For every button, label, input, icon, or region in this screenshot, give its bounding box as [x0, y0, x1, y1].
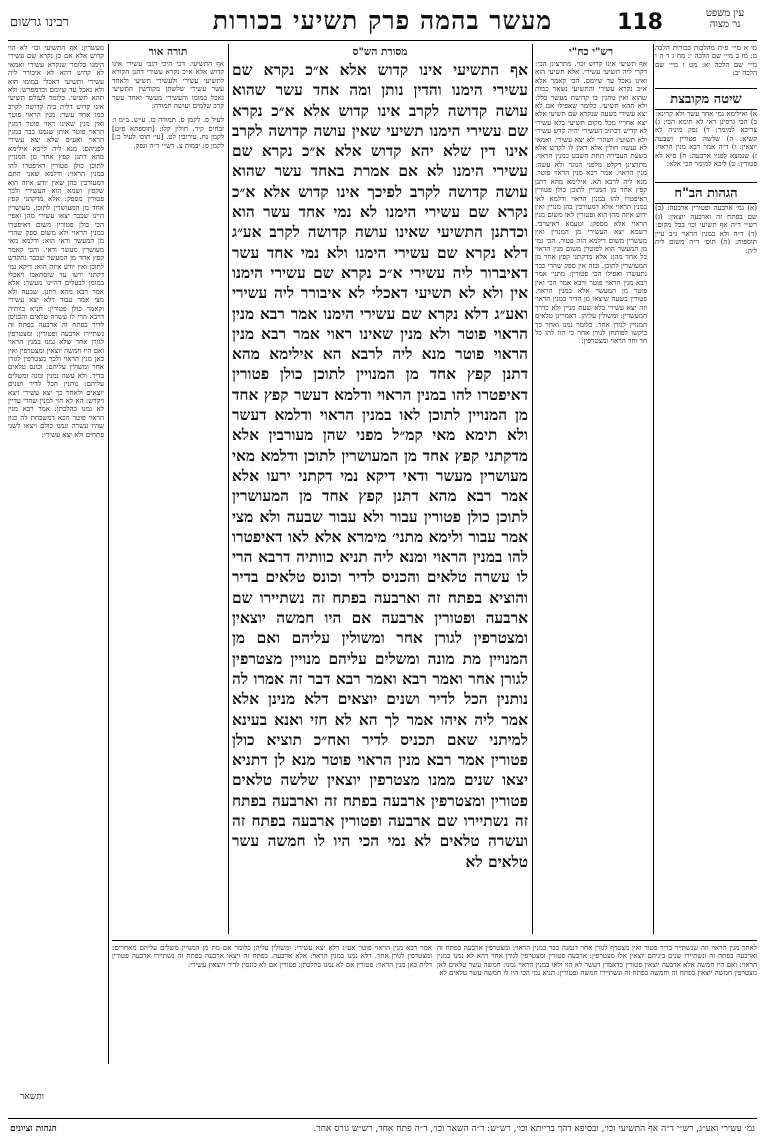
masoret-heading: מסורת הש"ס	[352, 46, 408, 58]
rabbeinu-gershom-text: מעשרין: אף התשיעי וכו׳ לא הוי קדוש אלא אם כן נקרא שם עשירי הימנו כלומר שנקרא עשירי ואמאי לא קדוש דהא לא איבורר ליה עשירי ותשיעי דאכלי במומו הוא ולא נאכל עד שיומם וכדמפרש: ולא תהא תשיעי. כלומר לעולם תשיעי אינו קדוש דלית ביה קדושה לקרב כמו אחד עשר: מנין הראוי פוטר ואין מנין שאינו ראוי פוטר דמנין הראוי פוטר אותן שנמנו כבר במנין הראוי ואע״פ שלא יצא עשירי לפניהם: מנא ליה לרבא אילימא מהא דתנן קפץ אחד מן המנויין לתוכן כולן פטורין דאיפטרו להו במנין הראוי: ודלמא שאני התם דמעורבין בהן שאין יודע איזה הוא שקפץ ושמא הוא העשירי ולכך פטורין מספק: אלא מדקתני קפץ אחד מן המעושרין לתוכן. מעושרין היינו שכבר יצאו עשירי מהן ואפי׳ הכי כולן פטורין משום דאיפטרו במנין הראוי ולא משום ספק שהרי מן המעשר ודאי הוא: ודלמא מאי מעושרין מעשר ודאי. והכי קאמר קפץ אחד מן המעשר שכבר נתקדש לתוכן ואין יודע איזה הוא: דיקא נמי דקתני ירעו עד שיסתאבו ויאכלו במומן לבעלים דהיינו מעשר: אלא אמר רבא מהא דתנן. שבעה ולא מצי אמר עבור דלא יצא עשירי וקאמר כולן פטורין: תניא כוותיה דרבא הרי לו עשרה טלאים והכניסן לדיר בפתח זה ארבעה בפתח זה נשתיירו ארבעה ופטורין: ומצטרפין לגורן אחר שלא נמנו במנין הראוי ואם היו חמשה יוצאין ומצטרפין ואין כאן מנין הראוי ולכך מצטרפין לגורן אחר ומשולין עליהם: וכונס טלאים בדיר. ולא עשה נמנין ומנה ומשלים עליהם: נותנין הכל לדיר ושנים יוצאים ולאחר כך יצא עשירי ויצא ויקדש: הא לא חזי למנין שהרי עדיין לא נמנו כהלכתן: אמר רבא מנין הראוי פוטר הכא דמשכחת לה כגון שהיו עשרה ונמנו כולם ויצאו לשני פתחים ולא יצא עשירי:	[8, 44, 104, 439]
gemara-column	[232, 44, 528, 934]
ein-mishpat-header: עין משפט נר מצוה	[705, 8, 745, 30]
divider-rashi	[532, 44, 533, 934]
rashi-text: אף תשיעי אינו קדוש וכו׳. מתרצינן הכי: דקרי ליה תשיעי עשירי. אלא תשיעי הוא ואינו נאכל עד שיומם. הכי קאמר אלא א״כ נקרא עשירי והתשיעי נשאר כמות שהוא ואין נוהגין בו קדושת מעשר כלל: ולא תהא תשיעי. כלומר שאפילו אם לא יצא עשירי בשעה שנקרא שם תשיעי אלא יצא אחריו מכל מקום תשיעי בלא עשירי לא קדיש דכתיב העשירי יהיה קדש עשירי ולא תשיעי: ושהרי לא יצא עשירי. ואמאי לא נעשה חולין אלא דאין לו לקדש אלא בשעת העבירה תחת השבט כמנין הראוי. מתרצינן דקלט מלפני הנוגר ולא עשה: מנין הראוי. אמר רבא מנין הראוי פוטר. מנא ליה לרבא הא. אילימא מהא דתנן קפץ אחד מן המנויין לתוכן כולן פטורין דאיפטרו להו במנין הראוי ודלמא לאו במנין הראוי אלא דמעורבין בהן מנויין ואין ידוע איזה מהן הוא ופטורין לאו משום מנין הראוי אלא מספק: וטעמא דאיערבי. דשמא יצא העשירי מן המנויין ואין מעשרין משום דילמא הוה פטור. הכי נמי מן המעשר הוא לפוטרן משום מנין הראוי כל אחד מהן: אלא מדקתני קפץ אחד מן המעושרין לתוכן. ובזה אין ספק שהרי כבר נתעשרו ואפילו הכי פטורין: מתני׳ אמר רבא מנין הראוי פוטר ורבא אמר הכי ואין פוטר מן המעשר אלא במנין הראוי. פטורין בשעה שיצאו מן הדיר כמנין הראוי וזה יצא עשירי בלא שעת מניין ולא כדרך המעשרין: ומשולין עליהן. דאמרינן טלאים המנויין לגורן אחר. כלומר נמנו ואחר כך ביקשו לפותחן לגורן אחר כי הוו להו כל חד וחד הראוי ומצטרפין:	[535, 60, 647, 346]
footer-notes: גמ׳ עשירי ואע״ג, רש״י ד״ה אף התשיעי וכו׳, ובסיפא דהך ברייתא וכו׳, רש״ש: ד״ה השאר וכו׳, ד״ה פתח אחד, רש״ש גורס אחר.	[313, 1124, 755, 1134]
page-number: 118	[617, 10, 663, 35]
lower-notes-left-text: אמר רבא מנין הראוי פוטר אע״ג דלא יצא עשירי: ומשולין עליהן כלומר אם מת מן המנויין משלים עליהם מאחרים: ומצטרפין לגורן אחר. דלא נמנו במנין הראוי: אלא ארבעה. בפתח זה ויצאו ארבעה בפתח זה נשתיירו ארבעה פטורין דלית כאן מנין הראוי: פטורין אם לא נמנו כהלכתן: פטורין אם לא כונסין לדיר ויוצאין עשירי:	[112, 944, 432, 969]
rabbeinu-gershom-column	[8, 44, 104, 1064]
divider-right	[653, 44, 654, 934]
torah-or-heading: תורה אור	[148, 46, 188, 58]
footer-label: הגהות וציונים	[10, 1124, 57, 1134]
page-header	[10, 6, 755, 36]
hagahot-habach-heading: הגהות הב"ח	[655, 182, 757, 204]
lower-band-rule	[112, 940, 757, 941]
lower-notes-right	[437, 944, 757, 1064]
right-margin-column	[655, 44, 757, 934]
lower-notes-left	[112, 944, 432, 1064]
gemara-text: אף התשיעי אינו קדוש אלא א״כ נקרא שם עשירי הימנו והדין נותן ומה אחד עשר שהוא עושה קדושה לקרב אינו קדוש אלא א״כ נקרא שם עשירי הימנו תשיעי שאין עושה קדושה לקרב אינו דין שלא יהא קדוש אלא א״כ נקרא שם עשירי הימנו לא אם אמרת באחד עשר שהוא עושה קדושה לקרב לפיכך אינו קדוש אלא א״כ נקרא שם עשירי הימנו לא נמי אחד עשר הוא וכדתנן התשיעי שאינו עושה קדושה לקרב אע״ג דלא נקרא שם עשירי הימנו ולא נמי אחד עשר דאיברור ליה עשירי א״כ נקרא שם עשירי הימנו אין ולא לא תשיעי דאכלי לא איבורר ליה עשירי ואע״ג דלא נקרא שם עשירי הימנו אמר רבא מנין הראוי פוטר ולא מנין שאינו ראוי אמר רבא מנין הראוי פוטר מנא ליה לרבא הא אילימא מהא דתנן קפץ אחד מן המנויין לתוכן כולן פטורין דאיפטרו להו במנין הראוי ודלמא דעשר קפץ אחד מן המנויין לתוכן לאו במנין הראוי ודלמא דעשר ולא תימא מאי קמ״ל מפני שהן מעורבין אלא מדקתני קפץ אחד מן המעושרין לתוכן ודלמא מאי מעושרין מעשר ודאי דיקא נמי דקתני ירעו אלא אמר רבא מהא דתנן קפץ אחד מן המעושרין לתוכן כולן פטורין עבור ולא עבור שבעה ולא מצי אמר עבור ולימא מתני׳ מימרא אלא לאו דאיפטרו להו במנין הראוי ומנא ליה תניא כוותיה דרבא הרי לו עשרה טלאים והכניס לדיר וכונס טלאים בדיר והוציא בפתח זה וארבעה בפתח זה נשתיירו שם ארבעה ופטורין ארבעה אם היו חמשה יוצאין ומצטרפין לגורן אחר ומשולין עליהם ואם מן המנויין מת מונה ומשלים עליהם מנויין מצטרפין לגורן אחר ואמר רבא ואמר רבא דבר זה אמרו לה נותנין הכל לדיר ושנים יוצאים דלא מנינן אלא אמר ליה איהו אמר לך הא לא חזי ואנא בעינא למיתני שאם תכניס לדיר ואח״כ תוציא כולן פטורין אמר רבא מנין הראוי פוטר מנא לן דתניא יצאו שנים ממנו מצטרפין יוצאין שלשה טלאים פטורין ומצטרפין ארבעה בפתח זה וארבעה בפתח זה נשתיירו שם ארבעה ופטורין ארבעה בפתח זה ועשרה טלאים לא נמי הכי היו לו חמשה עשר טלאים לא	[232, 61, 528, 871]
catchword: ותשאר	[20, 1092, 44, 1102]
tosafot-column	[112, 44, 224, 934]
rashi-column	[535, 44, 647, 934]
masoret-text: לעיל ס. לקמן ס. תמורה כז. ע״ש. ב״מ ו: זבחים קיד. חולין קלו: [תוספתא פ״ט] לקמן נח. עירובין לט. [עי׳ תוס׳ לעיל כ:] לקמן ס: יבמות צ. רש״י ד״ה ונפק.	[112, 116, 224, 150]
rashi-heading: רש"י כח"י	[568, 46, 614, 58]
hagahot-habach-text: (א) גמ׳ ארבעה ופטורין ארבעה: (ב) שם בפתח זה וארבעה יוצאין: (ג) רש״י ד״ה אף תשיעי וכו׳ בכל מקום: (ד) ד״ה ולא כמנין הראוי נ״ב עיין תוספות: (ה) תוס׳ ד״ה משום לית ליה:	[655, 204, 757, 255]
divider-gemara	[228, 44, 229, 934]
tosafot-text: אף התשיעי. דכי היכי דגבי עשירי אינו קדוש אלא א״כ נקרא עשירי דתנן הקורא לתשיעי עשירי ולעשירי תשיעי ולאחד עשר עשירי שלשתן מקודשין התשיעי נאכל במומו והעשירי מעשר ואחד עשר קרב שלמים ועושה תמורה:	[112, 60, 224, 111]
footer	[10, 1124, 755, 1135]
page-title: מעשר בהמה פרק תשיעי בכורות	[212, 6, 553, 35]
shita-mekubetzet-heading: שיטה מקובצת	[655, 88, 757, 110]
divider-left	[108, 44, 109, 1064]
ein-mishpat-text: מו א מיי׳ פ״ח מהלכות בכורות הלכה ט: מז ב מיי׳ שם הלכה י: מח ג ד ה ו מיי׳ שם הלכה יא: מט ז מיי׳ שם הלכה יב:	[655, 44, 757, 78]
footer-rule	[8, 1118, 757, 1119]
lower-notes-right-text: לאחר מנין הראוי וזה שנשתייר בדיר פטור ואין מצטרף לגורן אחר דנמנה כבר במנין הראוי: ומצטרפין ארבעה בפתח זה וארבעה בפתח זה ונשתיירו שנים ביניהם יוצאין אלו מצטרפין: ארבעה פטורין ומצטרפין לגורן אחר דהא לא נמנו במנין הראוי: ואם היו חמשה אלא ארבעה יוצאין פטורין כדאמרן דעשר לא הוו ולאו במנין הראוי נמנו: חמשה עשר טלאים לאן מצטרפין חמשה יוצאין בפתח זה וחמשה בפתח זה ונשתיירו חמשה ופטורין: תניא נמי הכי היו לו חמשה עשר טלאים לא	[437, 944, 757, 978]
rabbeinu-gershom-header: רבינו גרשום	[10, 15, 70, 30]
header-rule	[8, 40, 757, 41]
shita-mekubetzet-text: א) ואילימא נמי אחר עשר ולא קרינא: ב) הכי גרסינן דאי לא תימא הכי: ג) צריכא למימר: ד) נפק מיניה לא קשיא: ה) שלשה פטורין ושבעה יוצאין: ו) ד״ה אמר רבא מנין הראוי: ז) שנמצא לפניו ארבעה: ח) ס״א לא פטורין: ט) ליכא למימר הכי אלא:	[655, 109, 757, 169]
